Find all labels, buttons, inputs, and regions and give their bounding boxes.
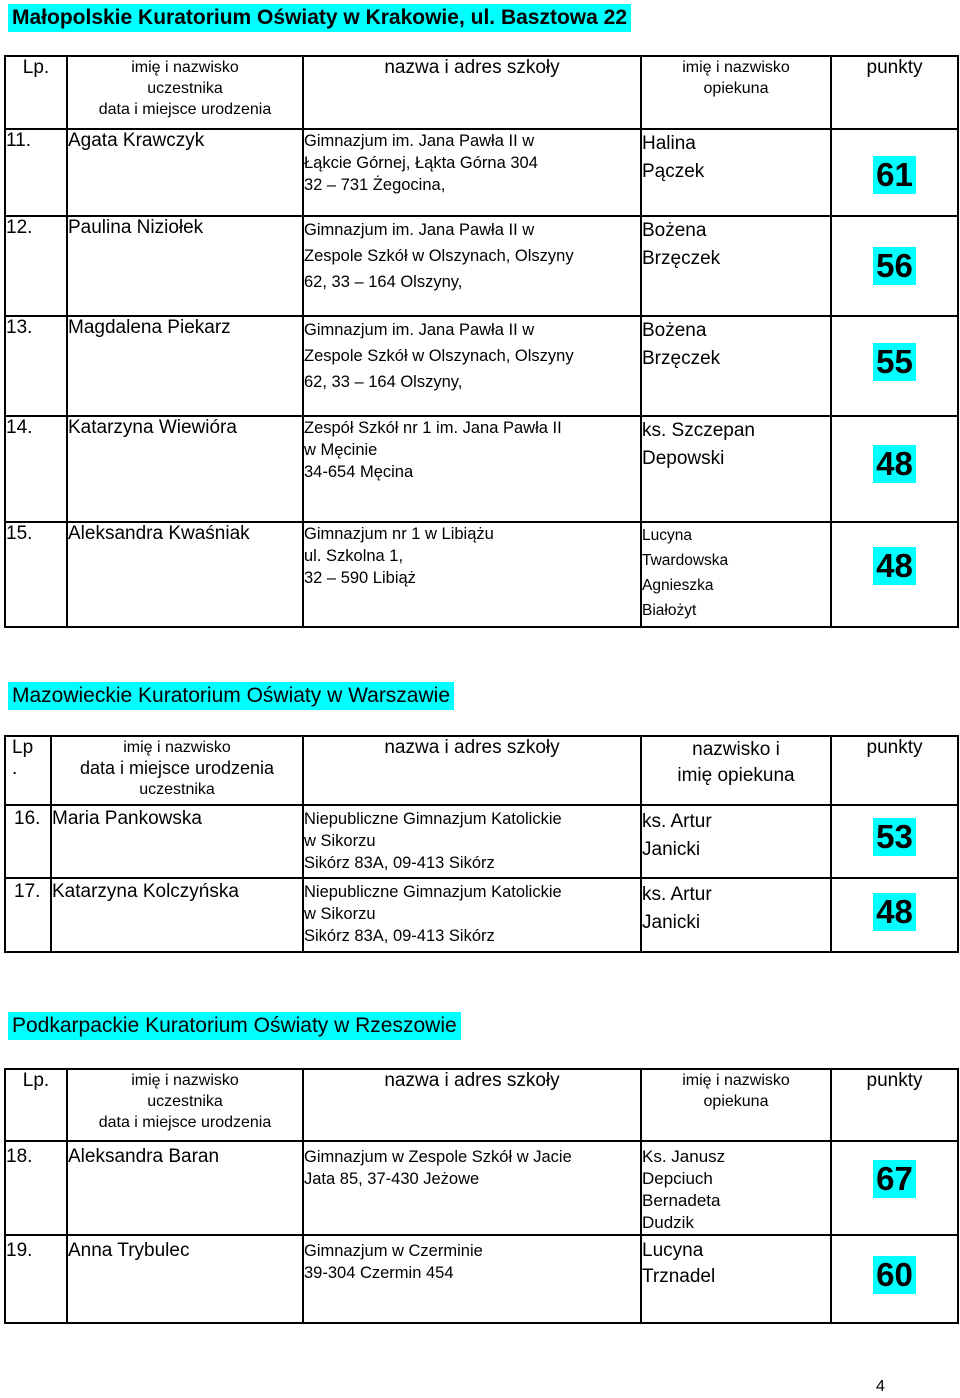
results-table-malopolskie <box>4 55 959 628</box>
table-header-row <box>5 56 958 129</box>
guardian-name: Bożena Brzęczek <box>641 316 831 416</box>
row-lp: 12. <box>5 216 67 316</box>
student-name: Katarzyna Kolczyńska <box>51 878 303 952</box>
points-badge: 55 <box>873 343 916 381</box>
header-school: nazwa i adres szkoły <box>303 1069 641 1141</box>
row-lp: 14. <box>5 416 67 522</box>
header-guardian: imię i nazwisko opiekuna <box>641 56 831 129</box>
row-lp: 11. <box>5 129 67 216</box>
header-points: punkty <box>831 1069 958 1141</box>
row-lp: 16. <box>5 805 51 878</box>
guardian-name: ks. Szczepan Depowski <box>641 416 831 522</box>
guardian-name: ks. Artur Janicki <box>641 878 831 952</box>
student-name: Agata Krawczyk <box>67 129 303 216</box>
points-badge: 48 <box>873 445 916 483</box>
section-title-malopolskie: Małopolskie Kuratorium Oświaty w Krakowie, ul. Basztowa 22 <box>8 4 631 32</box>
points-badge: 67 <box>873 1160 916 1198</box>
row-lp: 19. <box>5 1235 67 1323</box>
guardian-name: Ks. Janusz Depciuch Bernadeta Dudzik <box>641 1141 831 1235</box>
header-student: imię i nazwisko data i miejsce urodzenia uczestnika <box>51 736 303 805</box>
header-student: imię i nazwisko uczestnika data i miejsce urodzenia <box>67 1069 303 1141</box>
results-table-podkarpackie <box>4 1068 959 1324</box>
header-lp: Lp. <box>5 1069 67 1141</box>
student-name: Paulina Niziołek <box>67 216 303 316</box>
table-row <box>5 316 958 416</box>
points-badge: 61 <box>873 156 916 194</box>
row-lp: 18. <box>5 1141 67 1235</box>
points-badge: 60 <box>873 1256 916 1294</box>
header-school: nazwa i adres szkoły <box>303 56 641 129</box>
student-name: Maria Pankowska <box>51 805 303 878</box>
points-badge: 56 <box>873 247 916 285</box>
row-lp: 17. <box>5 878 51 952</box>
table-row <box>5 878 958 952</box>
student-name: Katarzyna Wiewióra <box>67 416 303 522</box>
table-header-row <box>5 1069 958 1141</box>
row-lp: 13. <box>5 316 67 416</box>
points-badge: 48 <box>873 547 916 585</box>
table-row <box>5 416 958 522</box>
school-address: Niepubliczne Gimnazjum Katolickie w Sikorzu Sikórz 83A, 09-413 Sikórz <box>303 878 641 952</box>
header-school: nazwa i adres szkoły <box>303 736 641 805</box>
table-row <box>5 129 958 216</box>
guardian-name: ks. Artur Janicki <box>641 805 831 878</box>
points-cell <box>831 316 958 416</box>
header-points: punkty <box>831 56 958 129</box>
points-cell <box>831 1141 958 1235</box>
points-cell <box>831 129 958 216</box>
table-row <box>5 522 958 627</box>
points-cell <box>831 522 958 627</box>
page-number: 4 <box>876 1378 885 1395</box>
table-row <box>5 1141 958 1235</box>
points-cell <box>831 1235 958 1323</box>
guardian-name: Lucyna Twardowska Agnieszka Białożyt <box>641 522 831 627</box>
table-row <box>5 1235 958 1323</box>
student-name: Aleksandra Kwaśniak <box>67 522 303 627</box>
guardian-name: Bożena Brzęczek <box>641 216 831 316</box>
row-lp: 15. <box>5 522 67 627</box>
table-row <box>5 216 958 316</box>
section-title-podkarpackie: Podkarpackie Kuratorium Oświaty w Rzeszowie <box>8 1012 461 1040</box>
school-address: Gimnazjum nr 1 w Libiążu ul. Szkolna 1, 32 – 590 Libiąż <box>303 522 641 627</box>
table-row <box>5 805 958 878</box>
results-table-mazowieckie <box>4 735 959 953</box>
points-badge: 53 <box>873 818 916 856</box>
points-cell <box>831 805 958 878</box>
header-lp: Lp. <box>5 56 67 129</box>
points-cell <box>831 416 958 522</box>
school-address: Gimnazjum w Zespole Szkół w Jacie Jata 85, 37-430 Jeżowe <box>303 1141 641 1235</box>
points-badge: 48 <box>873 893 916 931</box>
header-guardian: nazwisko i imię opiekuna <box>641 736 831 805</box>
points-cell <box>831 878 958 952</box>
header-lp: Lp . <box>5 736 51 805</box>
school-address: Niepubliczne Gimnazjum Katolickie w Sikorzu Sikórz 83A, 09-413 Sikórz <box>303 805 641 878</box>
section-title-mazowieckie: Mazowieckie Kuratorium Oświaty w Warszawie <box>8 682 454 710</box>
table-header-row <box>5 736 958 805</box>
school-address: Zespół Szkół nr 1 im. Jana Pawła II w Męcinie 34-654 Męcina <box>303 416 641 522</box>
header-points: punkty <box>831 736 958 805</box>
school-address: Gimnazjum w Czerminie 39-304 Czermin 454 <box>303 1235 641 1323</box>
student-name: Aleksandra Baran <box>67 1141 303 1235</box>
student-name: Anna Trybulec <box>67 1235 303 1323</box>
school-address: Gimnazjum im. Jana Pawła II w Zespole Szkół w Olszynach, Olszyny 62, 33 – 164 Olszyny, <box>303 316 641 416</box>
student-name: Magdalena Piekarz <box>67 316 303 416</box>
points-cell <box>831 216 958 316</box>
guardian-name: Lucyna Trznadel <box>641 1235 831 1323</box>
school-address: Gimnazjum im. Jana Pawła II w Zespole Szkół w Olszynach, Olszyny 62, 33 – 164 Olszyny, <box>303 216 641 316</box>
guardian-name: Halina Pączek <box>641 129 831 216</box>
header-student: imię i nazwisko uczestnika data i miejsce urodzenia <box>67 56 303 129</box>
school-address: Gimnazjum im. Jana Pawła II w Łąkcie Górnej, Łąkta Górna 304 32 – 731 Żegocina, <box>303 129 641 216</box>
header-guardian: imię i nazwisko opiekuna <box>641 1069 831 1141</box>
